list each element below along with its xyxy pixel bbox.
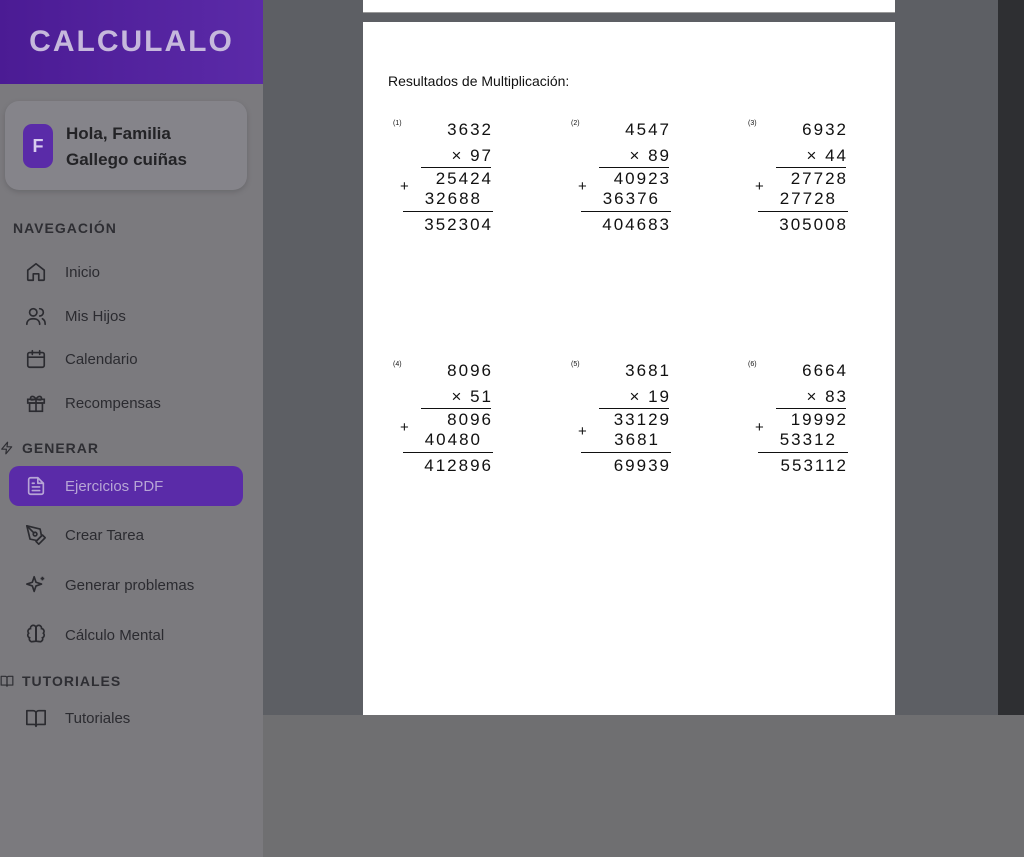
sidebar-item-label: Cálculo Mental: [65, 626, 165, 644]
sidebar-item-label: Generar problemas: [65, 576, 195, 594]
problem-number: (1): [393, 120, 402, 127]
result: 412896: [424, 456, 493, 475]
viewer-scrollbar[interactable]: [998, 0, 1024, 715]
plus-sign: +: [578, 178, 587, 195]
separator-line: [599, 408, 669, 409]
partial-product-1: 19992: [790, 410, 848, 429]
sidebar-item-label: Calendario: [65, 350, 138, 368]
partial-product-1: 25424: [435, 169, 493, 188]
result: 404683: [602, 215, 671, 234]
plus-sign: +: [400, 419, 409, 436]
pen-tool-icon: [25, 524, 47, 546]
section-label: GENERAR: [22, 440, 100, 456]
user-card[interactable]: [5, 101, 247, 190]
problem-card: [393, 120, 523, 240]
result: 69939: [613, 456, 671, 475]
sidebar-item-ejercicios-pdf[interactable]: [9, 466, 243, 506]
result-line: [758, 452, 848, 453]
multiplicand: 3632: [447, 120, 493, 139]
result: 305008: [779, 215, 848, 234]
book-icon: [0, 674, 14, 688]
sidebar-item-label: Inicio: [65, 263, 101, 281]
partial-product-1: 40923: [613, 169, 671, 188]
problem-number: (6): [748, 361, 757, 368]
multiplier: × 89: [629, 146, 671, 165]
multiplier: × 19: [629, 387, 671, 406]
multiplicand: 6932: [802, 120, 848, 139]
separator-line: [599, 167, 669, 168]
problem-card: [748, 120, 878, 240]
brand-header[interactable]: [0, 0, 263, 84]
plus-sign: +: [755, 178, 764, 195]
sidebar-item-label: Mis Hijos: [65, 307, 126, 325]
pdf-page-previous: [363, 0, 895, 13]
multiplicand: 8096: [447, 361, 493, 380]
multiplier: × 97: [451, 146, 493, 165]
partial-product-2: 40480: [424, 430, 482, 449]
calendar-icon: [25, 348, 47, 370]
sidebar-item-tutoriales[interactable]: [9, 698, 243, 738]
problem-number: (2): [571, 120, 580, 127]
sidebar-item-mis-hijos[interactable]: [9, 296, 243, 336]
partial-product-1: 8096: [447, 410, 493, 429]
pdf-page: [363, 22, 895, 715]
problem-number: (4): [393, 361, 402, 368]
page-title: Resultados de Multiplicación:: [388, 73, 570, 89]
page-background: [263, 715, 1024, 857]
multiplicand: 4547: [625, 120, 671, 139]
file-text-icon: [25, 475, 47, 497]
sidebar-item-generar-problemas[interactable]: [9, 565, 243, 605]
home-icon: [25, 261, 47, 283]
result-line: [758, 211, 848, 212]
partial-product-2: 3681: [614, 430, 660, 449]
partial-product-2: 27728: [779, 189, 837, 208]
zap-icon: [0, 441, 14, 455]
partial-product-1: 27728: [790, 169, 848, 188]
problem-number: (5): [571, 361, 580, 368]
separator-line: [421, 167, 491, 168]
gift-icon: [25, 392, 47, 414]
book-open-icon: [25, 707, 47, 729]
problem-card: [571, 361, 701, 481]
plus-sign: +: [755, 419, 764, 436]
result: 352304: [424, 215, 493, 234]
multiplier: × 83: [806, 387, 848, 406]
separator-line: [776, 408, 846, 409]
plus-sign: +: [578, 423, 587, 440]
sparkles-icon: [25, 574, 47, 596]
result-line: [403, 211, 493, 212]
sidebar-item-label: Recompensas: [65, 394, 161, 412]
partial-product-2: 36376: [602, 189, 660, 208]
multiplier: × 44: [806, 146, 848, 165]
sidebar-item-calculo-mental[interactable]: [9, 615, 243, 655]
problem-card: [393, 361, 523, 481]
partial-product-1: 33129: [613, 410, 671, 429]
section-label: NAVEGACIÓN: [13, 220, 117, 236]
section-title-generar: [0, 440, 99, 456]
multiplicand: 6664: [802, 361, 848, 380]
sidebar-item-inicio[interactable]: [9, 252, 243, 292]
sidebar-item-recompensas[interactable]: [9, 383, 243, 423]
section-title-navigation: [13, 220, 117, 236]
section-label: TUTORIALES: [22, 673, 122, 689]
partial-product-2: 32688: [424, 189, 482, 208]
sidebar-item-label: Crear Tarea: [65, 526, 144, 544]
sidebar-item-calendario[interactable]: [9, 339, 243, 379]
result-line: [581, 452, 671, 453]
user-greeting: Hola, Familia Gallego cuiñas: [66, 124, 187, 169]
partial-product-2: 53312: [779, 430, 837, 449]
problem-card: [748, 361, 878, 481]
section-title-tutoriales: [0, 673, 121, 689]
brain-icon: [25, 624, 47, 646]
result-line: [403, 452, 493, 453]
avatar: F: [23, 124, 53, 168]
sidebar: [0, 0, 263, 857]
separator-line: [421, 408, 491, 409]
sidebar-item-crear-tarea[interactable]: [9, 515, 243, 555]
multiplicand: 3681: [625, 361, 671, 380]
sidebar-item-label: Tutoriales: [65, 709, 131, 727]
plus-sign: +: [400, 178, 409, 195]
multiplier: × 51: [451, 387, 493, 406]
problem-card: [571, 120, 701, 240]
separator-line: [776, 167, 846, 168]
brand-logo: CALCULALO: [29, 25, 234, 58]
result-line: [581, 211, 671, 212]
problem-number: (3): [748, 120, 757, 127]
result: 553112: [780, 456, 848, 475]
users-icon: [25, 305, 47, 327]
sidebar-item-label: Ejercicios PDF: [65, 477, 164, 495]
